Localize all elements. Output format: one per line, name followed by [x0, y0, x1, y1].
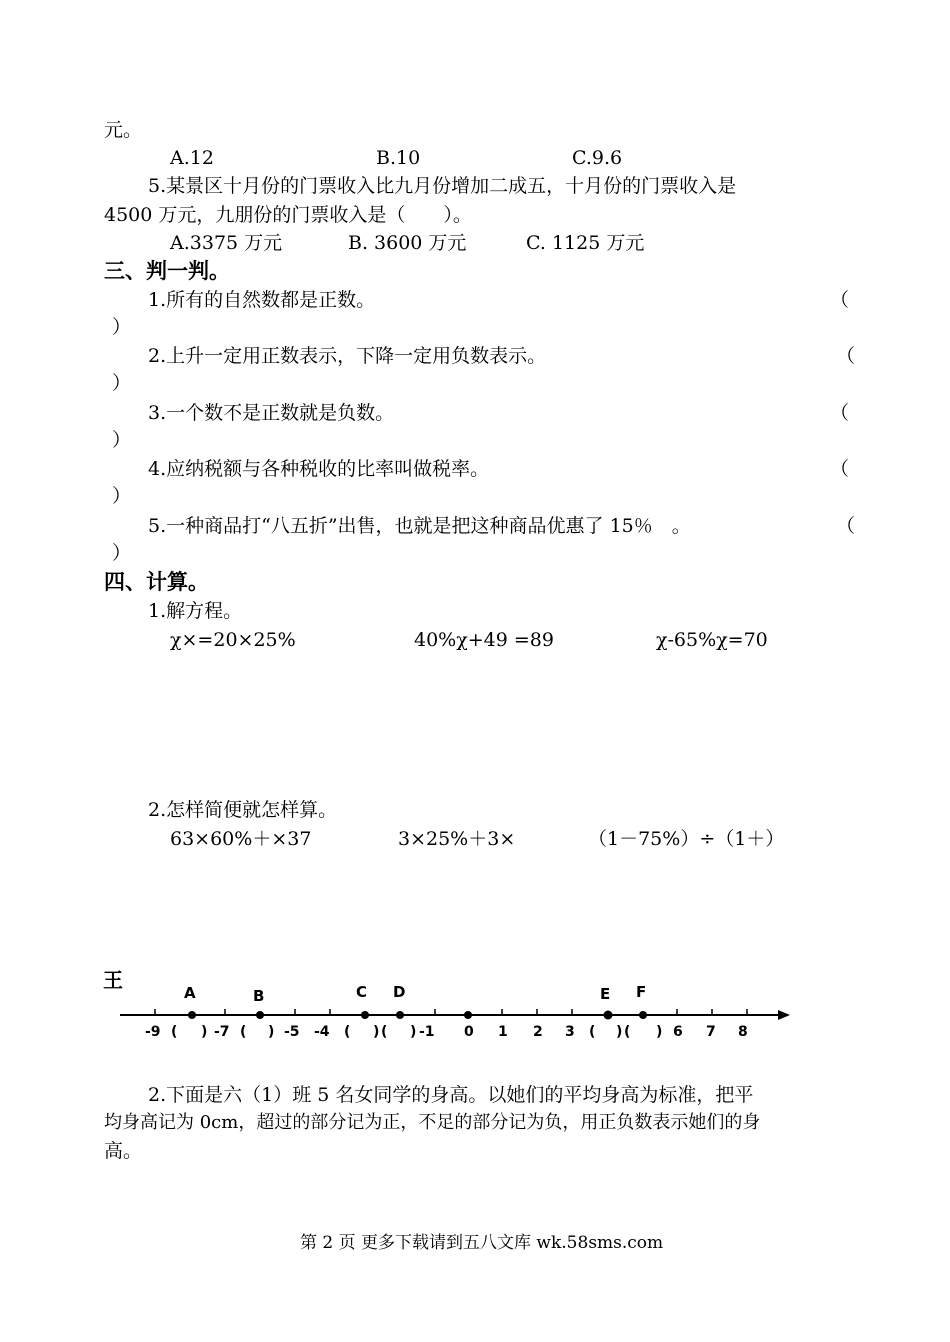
- tick-label: (: [171, 1024, 178, 1040]
- tick-label: ): [268, 1024, 275, 1040]
- question-5-line1: 5.某景区十月份的门票收入比九月份增加二成五，十月份的门票收入是: [148, 175, 737, 197]
- tick-label: 1: [498, 1024, 508, 1040]
- equation-2: 40%χ+49 =89: [414, 629, 554, 651]
- judge-item-4: 4.应纳税额与各种税收的比率叫做税率。: [148, 458, 490, 480]
- judge-item-2: 2.上升一定用正数表示，下降一定用负数表示。: [148, 345, 547, 367]
- judge-item-2-close: ）: [112, 372, 132, 394]
- judge-item-1: 1.所有的自然数都是正数。: [148, 289, 376, 311]
- tick-label: (: [381, 1024, 388, 1040]
- point-e-dot: [604, 1011, 613, 1020]
- expression-1: 63×60%＋×37: [170, 828, 312, 850]
- judge-item-5: 5.一种商品打“八五折”出售，也就是把这种商品优惠了 15％ 。: [148, 515, 691, 537]
- point-b-dot: [256, 1011, 264, 1019]
- question-5-line2: 4500 万元，九朋份的门票收入是（ ）。: [104, 204, 472, 226]
- point-label-a: A: [184, 984, 196, 1002]
- tick-label: -4: [314, 1024, 330, 1040]
- point-label-c: C: [356, 983, 368, 1001]
- point-label-e: E: [600, 985, 611, 1003]
- tick-label: (: [589, 1024, 596, 1040]
- judge-item-4-open: （: [830, 458, 850, 480]
- tick-label: 0: [464, 1024, 474, 1040]
- tick-label: -7: [214, 1024, 230, 1040]
- sub-1-title: 1.解方程。: [148, 600, 243, 622]
- tick-label: ): [373, 1024, 380, 1040]
- equation-3: χ-65%χ=70: [656, 629, 768, 651]
- section-3-title: 三、判一判。: [104, 259, 230, 283]
- tick-label: -9: [145, 1024, 161, 1040]
- tick-label: (: [344, 1024, 351, 1040]
- equation-1: χ×=20×25%: [170, 629, 296, 651]
- judge-item-2-open: （: [836, 345, 856, 367]
- point-label-d: D: [393, 983, 406, 1001]
- section-4-title: 四、计算。: [104, 570, 209, 594]
- judge-item-5-close: ）: [112, 542, 132, 564]
- judge-item-3: 3.一个数不是正数就是负数。: [148, 402, 395, 424]
- height-question-line2: 均身高记为 0cm，超过的部分记为正，不足的部分记为负，用正负数表示她们的身: [104, 1112, 761, 1133]
- q5-option-b: B. 3600 万元: [348, 232, 467, 254]
- q5-option-a: A.3375 万元: [170, 232, 283, 254]
- height-question-line1: 2.下面是六（1）班 5 名女同学的身高。以她们的平均身高为标准，把平: [148, 1084, 754, 1106]
- sub-2-title: 2.怎样简便就怎样算。: [148, 799, 338, 821]
- point-c-dot: [361, 1011, 369, 1019]
- point-f-dot: [639, 1011, 647, 1019]
- point-zero-dot: [464, 1011, 472, 1019]
- point-label-f: F: [636, 983, 647, 1001]
- tick-label: 3: [565, 1024, 575, 1040]
- expression-2: 3×25%＋3×: [398, 828, 516, 850]
- tick-label: 8: [738, 1024, 748, 1040]
- judge-item-1-close: ）: [112, 316, 132, 338]
- tick-label: (: [240, 1024, 247, 1040]
- expression-3: （1－75%）÷（1＋）: [588, 828, 785, 850]
- point-label-b: B: [253, 987, 265, 1005]
- tick-label: 6: [673, 1024, 683, 1040]
- tick-label: ): [616, 1024, 623, 1040]
- judge-item-3-open: （: [830, 402, 850, 424]
- height-question-line3: 高。: [104, 1140, 143, 1162]
- tick-label: ): [656, 1024, 663, 1040]
- tick-label: ): [410, 1024, 417, 1040]
- option-c: C.9.6: [572, 147, 623, 169]
- tick-label: ): [201, 1024, 208, 1040]
- tick-label: (: [624, 1024, 631, 1040]
- tick-label: 7: [706, 1024, 716, 1040]
- continued-text: 元。: [104, 119, 143, 141]
- judge-item-3-close: ）: [112, 429, 132, 451]
- tick-label: -5: [284, 1024, 300, 1040]
- point-d-dot: [396, 1011, 404, 1019]
- judge-item-5-open: （: [836, 515, 856, 537]
- section-5-marker: 王: [103, 968, 123, 992]
- option-b: B.10: [376, 147, 421, 169]
- option-a: A.12: [170, 147, 214, 169]
- tick-label: 2: [533, 1024, 543, 1040]
- page-footer: 第 2 页 更多下载请到五八文库 wk.58sms.com: [300, 1233, 664, 1253]
- tick-label: -1: [419, 1024, 435, 1040]
- q5-option-c: C. 1125 万元: [526, 232, 645, 254]
- point-a-dot: [188, 1011, 196, 1019]
- number-line-arrow: [778, 1010, 790, 1020]
- judge-item-1-open: （: [830, 289, 850, 311]
- judge-item-4-close: ）: [112, 485, 132, 507]
